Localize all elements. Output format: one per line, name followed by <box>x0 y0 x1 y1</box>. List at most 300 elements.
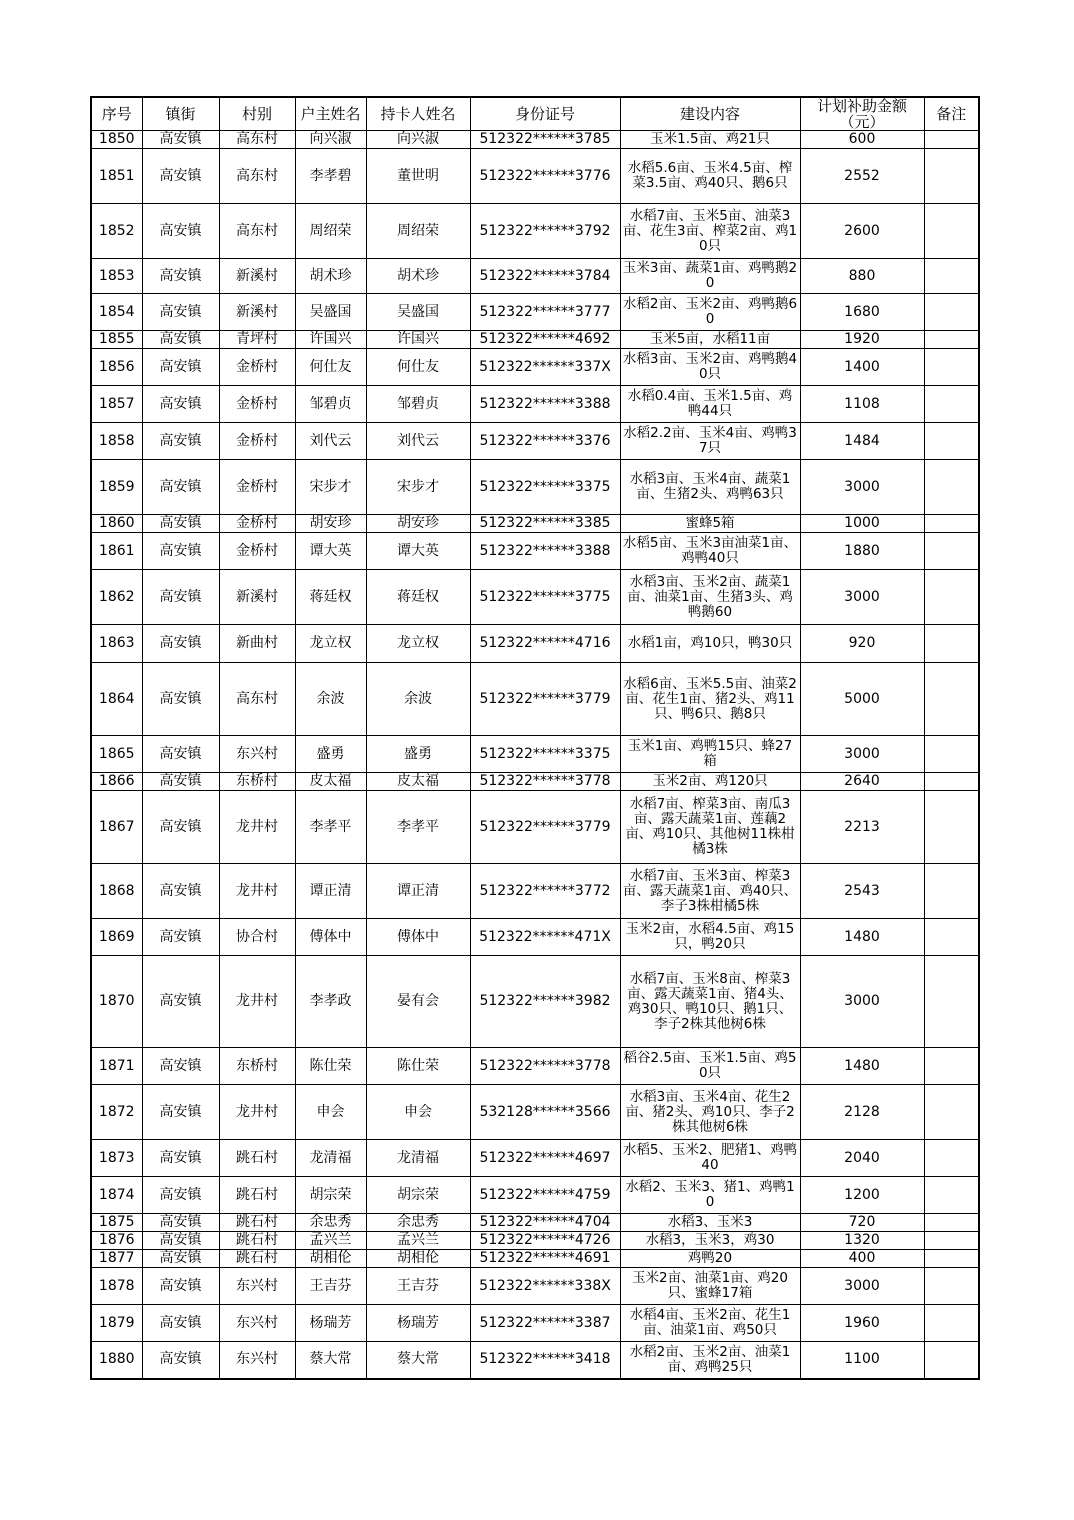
cell-town: 高安镇 <box>142 1268 219 1305</box>
cell-construction: 水稻2、玉米3、猪1、鸡鸭10 <box>620 1177 800 1214</box>
header-village: 村别 <box>219 97 295 131</box>
cell-town: 高安镇 <box>142 533 219 570</box>
cell-subsidy-amount: 1320 <box>800 1232 924 1250</box>
cell-cardholder: 谭正清 <box>366 864 470 919</box>
cell-seq: 1854 <box>91 294 142 331</box>
cell-seq: 1858 <box>91 423 142 460</box>
cell-household-head: 向兴淑 <box>295 131 366 149</box>
cell-town: 高安镇 <box>142 204 219 259</box>
cell-household-head: 胡术珍 <box>295 259 366 294</box>
cell-construction: 玉米1.5亩、鸡21只 <box>620 131 800 149</box>
header-town: 镇街 <box>142 97 219 131</box>
cell-seq: 1876 <box>91 1232 142 1250</box>
cell-cardholder: 何仕友 <box>366 349 470 386</box>
cell-id-number: 512322******4726 <box>470 1232 620 1250</box>
cell-construction: 水稻5亩、玉米3亩油菜1亩、鸡鸭40只 <box>620 533 800 570</box>
cell-town: 高安镇 <box>142 773 219 791</box>
cell-id-number: 512322******3775 <box>470 570 620 625</box>
cell-construction: 水稻3、玉米3 <box>620 1214 800 1232</box>
cell-village: 高东村 <box>219 131 295 149</box>
table-row <box>91 736 979 773</box>
cell-seq: 1867 <box>91 791 142 864</box>
cell-note <box>924 331 979 349</box>
cell-cardholder: 董世明 <box>366 149 470 204</box>
table-row <box>91 791 979 864</box>
table-row <box>91 864 979 919</box>
cell-construction: 水稻6亩、玉米5.5亩、油菜2亩、花生1亩、猪2头、鸡11只、鸭6只、鹅8只 <box>620 663 800 736</box>
cell-village: 金桥村 <box>219 515 295 533</box>
cell-id-number: 512322******3779 <box>470 663 620 736</box>
cell-household-head: 孟兴兰 <box>295 1232 366 1250</box>
cell-household-head: 傅体中 <box>295 919 366 956</box>
cell-cardholder: 余忠秀 <box>366 1214 470 1232</box>
table-row <box>91 259 979 294</box>
cell-household-head: 盛勇 <box>295 736 366 773</box>
cell-household-head: 胡宗荣 <box>295 1177 366 1214</box>
cell-subsidy-amount: 1680 <box>800 294 924 331</box>
cell-cardholder: 孟兴兰 <box>366 1232 470 1250</box>
cell-subsidy-amount: 1400 <box>800 349 924 386</box>
cell-seq: 1850 <box>91 131 142 149</box>
cell-id-number: 512322******3388 <box>470 386 620 423</box>
cell-note <box>924 791 979 864</box>
cell-subsidy-amount: 720 <box>800 1214 924 1232</box>
cell-town: 高安镇 <box>142 149 219 204</box>
cell-subsidy-amount: 3000 <box>800 460 924 515</box>
cell-town: 高安镇 <box>142 663 219 736</box>
cell-household-head: 刘代云 <box>295 423 366 460</box>
cell-seq: 1857 <box>91 386 142 423</box>
cell-subsidy-amount: 2640 <box>800 773 924 791</box>
cell-construction: 水稻3亩、玉米2亩、蔬菜1亩、油菜1亩、生猪3头、鸡鸭鹅60 <box>620 570 800 625</box>
cell-construction: 水稻5.6亩、玉米4.5亩、榨菜3.5亩、鸡40只、鹅6只 <box>620 149 800 204</box>
cell-subsidy-amount: 1920 <box>800 331 924 349</box>
cell-construction: 玉米3亩、蔬菜1亩、鸡鸭鹅20 <box>620 259 800 294</box>
cell-village: 新溪村 <box>219 294 295 331</box>
cell-subsidy-amount: 3000 <box>800 570 924 625</box>
cell-household-head: 周绍荣 <box>295 204 366 259</box>
table-row <box>91 1232 979 1250</box>
cell-household-head: 龙清福 <box>295 1140 366 1177</box>
cell-seq: 1879 <box>91 1305 142 1342</box>
cell-subsidy-amount: 1200 <box>800 1177 924 1214</box>
cell-household-head: 李孝政 <box>295 956 366 1048</box>
cell-household-head: 谭正清 <box>295 864 366 919</box>
table-row <box>91 460 979 515</box>
cell-note <box>924 294 979 331</box>
cell-village: 高东村 <box>219 204 295 259</box>
cell-id-number: 512322******3388 <box>470 533 620 570</box>
cell-note <box>924 1085 979 1140</box>
cell-id-number: 512322******3776 <box>470 149 620 204</box>
cell-construction: 玉米5亩，水稻11亩 <box>620 331 800 349</box>
cell-id-number: 512322******3777 <box>470 294 620 331</box>
cell-id-number: 512322******4704 <box>470 1214 620 1232</box>
cell-id-number: 512322******4759 <box>470 1177 620 1214</box>
cell-construction: 稻谷2.5亩、玉米1.5亩、鸡50只 <box>620 1048 800 1085</box>
cell-seq: 1852 <box>91 204 142 259</box>
cell-id-number: 512322******3784 <box>470 259 620 294</box>
cell-note <box>924 1305 979 1342</box>
cell-subsidy-amount: 2128 <box>800 1085 924 1140</box>
cell-town: 高安镇 <box>142 1214 219 1232</box>
cell-id-number: 512322******3785 <box>470 131 620 149</box>
cell-town: 高安镇 <box>142 864 219 919</box>
cell-construction: 水稻0.4亩、玉米1.5亩、鸡鸭44只 <box>620 386 800 423</box>
cell-village: 东桥村 <box>219 1048 295 1085</box>
cell-village: 金桥村 <box>219 386 295 423</box>
cell-village: 跳石村 <box>219 1232 295 1250</box>
cell-seq: 1861 <box>91 533 142 570</box>
cell-construction: 玉米2亩、鸡120只 <box>620 773 800 791</box>
cell-subsidy-amount: 880 <box>800 259 924 294</box>
cell-id-number: 512322******338X <box>470 1268 620 1305</box>
cell-village: 协合村 <box>219 919 295 956</box>
cell-seq: 1865 <box>91 736 142 773</box>
cell-note <box>924 773 979 791</box>
cell-town: 高安镇 <box>142 919 219 956</box>
cell-town: 高安镇 <box>142 331 219 349</box>
cell-household-head: 李孝碧 <box>295 149 366 204</box>
cell-village: 金桥村 <box>219 349 295 386</box>
cell-household-head: 谭大英 <box>295 533 366 570</box>
cell-village: 金桥村 <box>219 533 295 570</box>
cell-village: 新曲村 <box>219 625 295 663</box>
cell-household-head: 胡安珍 <box>295 515 366 533</box>
cell-subsidy-amount: 3000 <box>800 736 924 773</box>
cell-subsidy-amount: 1108 <box>800 386 924 423</box>
table-row <box>91 773 979 791</box>
cell-seq: 1864 <box>91 663 142 736</box>
cell-village: 高东村 <box>219 663 295 736</box>
cell-village: 东兴村 <box>219 1305 295 1342</box>
cell-seq: 1868 <box>91 864 142 919</box>
cell-seq: 1869 <box>91 919 142 956</box>
cell-construction: 水稻7亩、玉米5亩、油菜3亩、花生3亩、榨菜2亩、鸡10只 <box>620 204 800 259</box>
cell-town: 高安镇 <box>142 460 219 515</box>
cell-household-head: 何仕友 <box>295 349 366 386</box>
cell-cardholder: 周绍荣 <box>366 204 470 259</box>
cell-seq: 1871 <box>91 1048 142 1085</box>
cell-id-number: 512322******4716 <box>470 625 620 663</box>
cell-household-head: 陈仕荣 <box>295 1048 366 1085</box>
cell-subsidy-amount: 1880 <box>800 533 924 570</box>
cell-town: 高安镇 <box>142 259 219 294</box>
cell-construction: 水稻2亩、玉米2亩、鸡鸭鹅60 <box>620 294 800 331</box>
cell-construction: 水稻7亩、玉米8亩、榨菜3亩、露天蔬菜1亩、猪4头、鸡30只、鸭10只、鹅1只、李子2株其他树6株 <box>620 956 800 1048</box>
cell-note <box>924 386 979 423</box>
cell-note <box>924 149 979 204</box>
cell-village: 金桥村 <box>219 460 295 515</box>
cell-subsidy-amount: 3000 <box>800 956 924 1048</box>
table-row <box>91 386 979 423</box>
cell-household-head: 宋步才 <box>295 460 366 515</box>
header-construction: 建设内容 <box>620 97 800 131</box>
cell-cardholder: 龙立权 <box>366 625 470 663</box>
cell-town: 高安镇 <box>142 736 219 773</box>
cell-household-head: 申会 <box>295 1085 366 1140</box>
table-row <box>91 956 979 1048</box>
cell-seq: 1853 <box>91 259 142 294</box>
cell-subsidy-amount: 2543 <box>800 864 924 919</box>
cell-id-number: 512322******337X <box>470 349 620 386</box>
table-row <box>91 1048 979 1085</box>
cell-seq: 1877 <box>91 1250 142 1268</box>
cell-town: 高安镇 <box>142 956 219 1048</box>
subsidy-table <box>90 96 980 1380</box>
cell-subsidy-amount: 920 <box>800 625 924 663</box>
cell-note <box>924 736 979 773</box>
cell-note <box>924 515 979 533</box>
cell-village: 青坪村 <box>219 331 295 349</box>
cell-cardholder: 余波 <box>366 663 470 736</box>
header-note: 备注 <box>924 97 979 131</box>
table-row <box>91 1342 979 1379</box>
cell-subsidy-amount: 1484 <box>800 423 924 460</box>
cell-note <box>924 1140 979 1177</box>
cell-cardholder: 蔡大常 <box>366 1342 470 1379</box>
cell-construction: 鸡鸭20 <box>620 1250 800 1268</box>
cell-seq: 1875 <box>91 1214 142 1232</box>
cell-cardholder: 龙清福 <box>366 1140 470 1177</box>
cell-id-number: 512322******4691 <box>470 1250 620 1268</box>
cell-town: 高安镇 <box>142 625 219 663</box>
cell-town: 高安镇 <box>142 294 219 331</box>
cell-cardholder: 邹碧贞 <box>366 386 470 423</box>
cell-seq: 1878 <box>91 1268 142 1305</box>
cell-note <box>924 349 979 386</box>
cell-seq: 1851 <box>91 149 142 204</box>
cell-town: 高安镇 <box>142 1305 219 1342</box>
cell-note <box>924 204 979 259</box>
cell-construction: 水稻5、玉米2、肥猪1、鸡鸭40 <box>620 1140 800 1177</box>
cell-town: 高安镇 <box>142 1177 219 1214</box>
cell-construction: 蜜蜂5箱 <box>620 515 800 533</box>
cell-note <box>924 570 979 625</box>
cell-subsidy-amount: 2600 <box>800 204 924 259</box>
cell-subsidy-amount: 1480 <box>800 919 924 956</box>
cell-village: 跳石村 <box>219 1250 295 1268</box>
cell-subsidy-amount: 2040 <box>800 1140 924 1177</box>
cell-town: 高安镇 <box>142 570 219 625</box>
cell-subsidy-amount: 2213 <box>800 791 924 864</box>
cell-note <box>924 533 979 570</box>
cell-note <box>924 460 979 515</box>
cell-construction: 水稻7亩、玉米3亩、榨菜3亩、露天蔬菜1亩、鸡40只、李子3株柑橘5株 <box>620 864 800 919</box>
cell-id-number: 512322******3778 <box>470 1048 620 1085</box>
cell-cardholder: 谭大英 <box>366 533 470 570</box>
cell-household-head: 蒋廷权 <box>295 570 366 625</box>
cell-cardholder: 傅体中 <box>366 919 470 956</box>
cell-cardholder: 胡宗荣 <box>366 1177 470 1214</box>
cell-subsidy-amount: 400 <box>800 1250 924 1268</box>
cell-note <box>924 1342 979 1379</box>
cell-subsidy-amount: 5000 <box>800 663 924 736</box>
cell-village: 龙井村 <box>219 1085 295 1140</box>
cell-subsidy-amount: 1000 <box>800 515 924 533</box>
cell-note <box>924 131 979 149</box>
table-row <box>91 1305 979 1342</box>
cell-seq: 1856 <box>91 349 142 386</box>
header-row <box>91 97 979 131</box>
cell-seq: 1859 <box>91 460 142 515</box>
cell-household-head: 胡相伦 <box>295 1250 366 1268</box>
table-row <box>91 663 979 736</box>
cell-town: 高安镇 <box>142 1250 219 1268</box>
cell-town: 高安镇 <box>142 1232 219 1250</box>
cell-construction: 水稻1亩，鸡10只，鸭30只 <box>620 625 800 663</box>
cell-town: 高安镇 <box>142 1342 219 1379</box>
cell-town: 高安镇 <box>142 131 219 149</box>
cell-cardholder: 蒋廷权 <box>366 570 470 625</box>
table-row <box>91 1268 979 1305</box>
cell-household-head: 龙立权 <box>295 625 366 663</box>
cell-id-number: 512322******3779 <box>470 791 620 864</box>
cell-id-number: 512322******3375 <box>470 736 620 773</box>
cell-id-number: 512322******3772 <box>470 864 620 919</box>
cell-construction: 玉米1亩、鸡鸭15只、蜂27箱 <box>620 736 800 773</box>
cell-note <box>924 259 979 294</box>
cell-subsidy-amount: 1960 <box>800 1305 924 1342</box>
cell-seq: 1873 <box>91 1140 142 1177</box>
cell-village: 东兴村 <box>219 1268 295 1305</box>
cell-note <box>924 1268 979 1305</box>
cell-id-number: 512322******3376 <box>470 423 620 460</box>
header-subsidy-amount: 计划补助金额（元） <box>800 97 924 131</box>
cell-subsidy-amount: 1480 <box>800 1048 924 1085</box>
cell-household-head: 余忠秀 <box>295 1214 366 1232</box>
cell-seq: 1855 <box>91 331 142 349</box>
cell-id-number: 512322******3375 <box>470 460 620 515</box>
cell-cardholder: 王吉芬 <box>366 1268 470 1305</box>
table-row <box>91 1085 979 1140</box>
cell-construction: 水稻3，玉米3，鸡30 <box>620 1232 800 1250</box>
cell-town: 高安镇 <box>142 1048 219 1085</box>
cell-household-head: 李孝平 <box>295 791 366 864</box>
cell-id-number: 512322******3418 <box>470 1342 620 1379</box>
cell-construction: 水稻7亩、榨菜3亩、南瓜3亩、露天蔬菜1亩、莲藕2亩、鸡10只、其他树11株柑橘3株 <box>620 791 800 864</box>
cell-village: 龙井村 <box>219 864 295 919</box>
header-seq: 序号 <box>91 97 142 131</box>
cell-cardholder: 宋步才 <box>366 460 470 515</box>
cell-household-head: 王吉芬 <box>295 1268 366 1305</box>
cell-household-head: 蔡大常 <box>295 1342 366 1379</box>
cell-construction: 水稻3亩、玉米4亩、蔬菜1亩、生猪2头、鸡鸭63只 <box>620 460 800 515</box>
cell-cardholder: 胡相伦 <box>366 1250 470 1268</box>
table-row <box>91 294 979 331</box>
cell-seq: 1870 <box>91 956 142 1048</box>
cell-town: 高安镇 <box>142 1140 219 1177</box>
cell-town: 高安镇 <box>142 791 219 864</box>
cell-subsidy-amount: 2552 <box>800 149 924 204</box>
table-row <box>91 570 979 625</box>
cell-subsidy-amount: 3000 <box>800 1268 924 1305</box>
cell-id-number: 512322******3792 <box>470 204 620 259</box>
cell-cardholder: 许国兴 <box>366 331 470 349</box>
cell-seq: 1874 <box>91 1177 142 1214</box>
table-row <box>91 423 979 460</box>
cell-note <box>924 423 979 460</box>
cell-village: 高东村 <box>219 149 295 204</box>
cell-village: 东兴村 <box>219 736 295 773</box>
cell-note <box>924 1048 979 1085</box>
cell-cardholder: 皮太福 <box>366 773 470 791</box>
cell-seq: 1862 <box>91 570 142 625</box>
cell-village: 东兴村 <box>219 1342 295 1379</box>
cell-household-head: 吴盛国 <box>295 294 366 331</box>
cell-id-number: 512322******471X <box>470 919 620 956</box>
cell-note <box>924 1214 979 1232</box>
cell-id-number: 512322******3982 <box>470 956 620 1048</box>
cell-note <box>924 956 979 1048</box>
cell-village: 东桥村 <box>219 773 295 791</box>
cell-note <box>924 1177 979 1214</box>
cell-seq: 1872 <box>91 1085 142 1140</box>
cell-cardholder: 杨瑞芳 <box>366 1305 470 1342</box>
cell-id-number: 512322******3778 <box>470 773 620 791</box>
table-row <box>91 515 979 533</box>
table-row <box>91 625 979 663</box>
table-row <box>91 919 979 956</box>
cell-id-number: 512322******4697 <box>470 1140 620 1177</box>
table-row <box>91 1177 979 1214</box>
cell-cardholder: 胡术珍 <box>366 259 470 294</box>
cell-household-head: 杨瑞芳 <box>295 1305 366 1342</box>
cell-cardholder: 李孝平 <box>366 791 470 864</box>
cell-town: 高安镇 <box>142 386 219 423</box>
cell-cardholder: 盛勇 <box>366 736 470 773</box>
cell-village: 跳石村 <box>219 1140 295 1177</box>
cell-construction: 玉米2亩，水稻4.5亩、鸡15只，鸭20只 <box>620 919 800 956</box>
table-row <box>91 149 979 204</box>
cell-town: 高安镇 <box>142 423 219 460</box>
cell-construction: 水稻2亩、玉米2亩、油菜1亩、鸡鸭25只 <box>620 1342 800 1379</box>
cell-seq: 1880 <box>91 1342 142 1379</box>
cell-cardholder: 申会 <box>366 1085 470 1140</box>
table-row <box>91 1140 979 1177</box>
cell-id-number: 532128******3566 <box>470 1085 620 1140</box>
cell-construction: 水稻4亩、玉米2亩、花生1亩、油菜1亩、鸡50只 <box>620 1305 800 1342</box>
cell-village: 金桥村 <box>219 423 295 460</box>
cell-cardholder: 胡安珍 <box>366 515 470 533</box>
cell-seq: 1863 <box>91 625 142 663</box>
cell-village: 龙井村 <box>219 791 295 864</box>
cell-note <box>924 625 979 663</box>
cell-subsidy-amount: 600 <box>800 131 924 149</box>
cell-cardholder: 晏有会 <box>366 956 470 1048</box>
cell-household-head: 皮太福 <box>295 773 366 791</box>
cell-note <box>924 663 979 736</box>
cell-household-head: 邹碧贞 <box>295 386 366 423</box>
cell-note <box>924 919 979 956</box>
cell-village: 新溪村 <box>219 570 295 625</box>
cell-note <box>924 1232 979 1250</box>
table-row <box>91 349 979 386</box>
cell-note <box>924 1250 979 1268</box>
header-household-head: 户主姓名 <box>295 97 366 131</box>
cell-id-number: 512322******3387 <box>470 1305 620 1342</box>
header-cardholder: 持卡人姓名 <box>366 97 470 131</box>
table-row <box>91 131 979 149</box>
cell-subsidy-amount: 1100 <box>800 1342 924 1379</box>
cell-town: 高安镇 <box>142 1085 219 1140</box>
cell-town: 高安镇 <box>142 515 219 533</box>
cell-household-head: 许国兴 <box>295 331 366 349</box>
table-row <box>91 204 979 259</box>
cell-cardholder: 向兴淑 <box>366 131 470 149</box>
cell-village: 新溪村 <box>219 259 295 294</box>
cell-seq: 1866 <box>91 773 142 791</box>
